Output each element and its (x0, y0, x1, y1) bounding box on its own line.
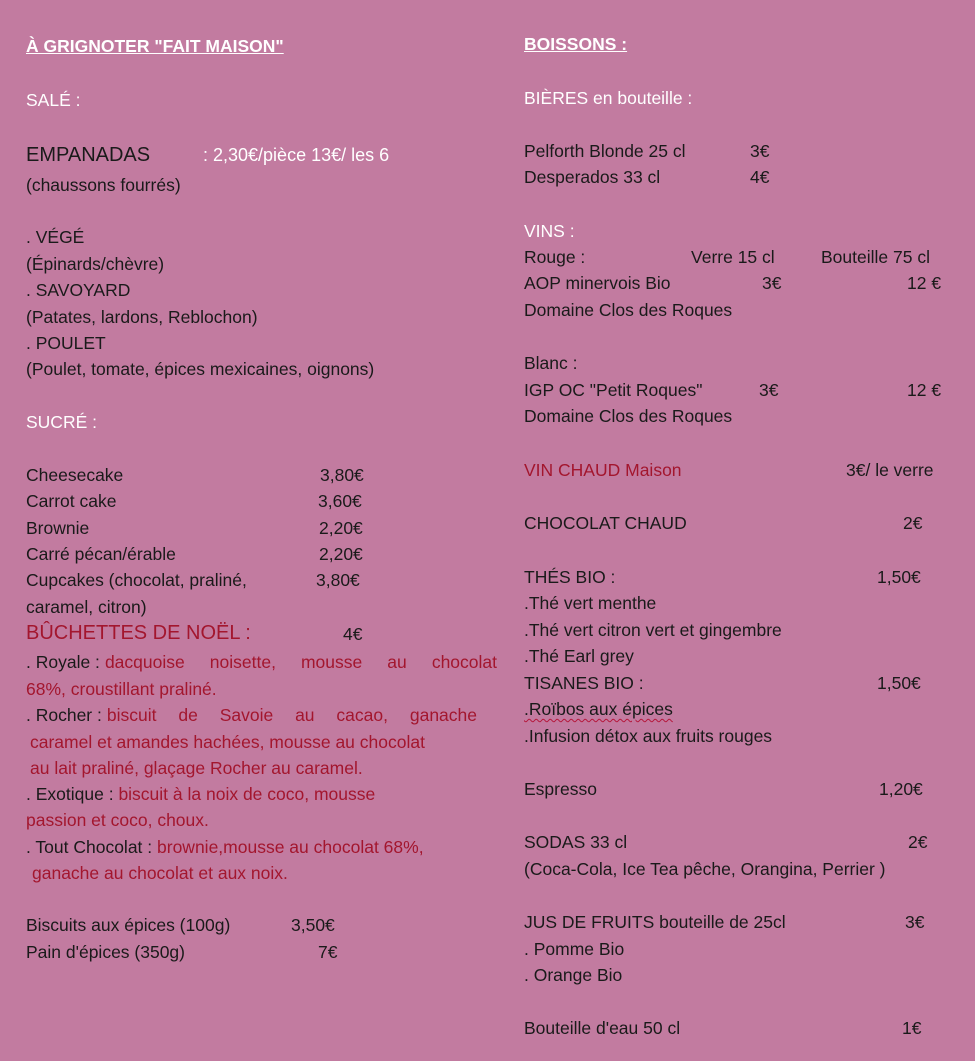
chocolat-chaud-name: CHOCOLAT CHAUD (524, 513, 687, 533)
rouge-verre-price: 3€ (762, 273, 782, 293)
tout-chocolat-name: . Tout Chocolat : (26, 837, 153, 857)
rocher-line1 (26, 704, 477, 726)
sodas-list: (Coca-Cola, Ice Tea pêche, Orangina, Perrier ) (524, 859, 886, 879)
tisane-item (524, 698, 673, 720)
espresso-name: Espresso (524, 779, 597, 799)
sucre-heading: SUCRÉ : (26, 412, 97, 432)
col-verre-header: Verre 15 cl (691, 247, 775, 267)
blanc-label: Blanc : (524, 353, 578, 373)
the-item: .Thé vert citron vert et gingembre (524, 620, 782, 640)
sweet-price: 2,20€ (319, 518, 363, 538)
chocolat-chaud-price: 2€ (903, 513, 923, 533)
biere-price: 4€ (750, 167, 770, 187)
jus-price: 3€ (905, 912, 925, 932)
empanadas-subtitle: (chaussons fourrés) (26, 175, 181, 195)
biere-name: Pelforth Blonde 25 cl (524, 141, 686, 161)
sweet-price: 2,20€ (319, 544, 363, 564)
blanc-domain: Domaine Clos des Roques (524, 406, 733, 426)
tout-chocolat-desc-l2: ganache au chocolat et aux noix. (32, 863, 288, 883)
tisane-item-text: .Roïbos aux épices (524, 699, 673, 719)
food-section-title: À GRIGNOTER "FAIT MAISON" (26, 36, 284, 56)
chocolat-line1 (26, 836, 424, 858)
sweet-price: 3,80€ (316, 570, 360, 590)
empanada-savoyard: . SAVOYARD (26, 280, 131, 300)
espresso-price: 1,20€ (879, 779, 923, 799)
extra-name: Pain d'épices (350g) (26, 942, 185, 962)
empanada-vege: . VÉGÉ (26, 227, 85, 247)
vin-chaud-price: 3€/ le verre (846, 460, 934, 480)
sodas-name: SODAS 33 cl (524, 832, 628, 852)
tout-chocolat-desc-l1: brownie,mousse au chocolat 68%, (157, 837, 424, 857)
royale-line1 (26, 651, 497, 673)
vin-chaud-name: VIN CHAUD Maison (524, 460, 682, 480)
sweet-name: Carrot cake (26, 491, 117, 511)
empanada-savoyard-desc: (Patates, lardons, Reblochon) (26, 307, 258, 327)
blanc-bouteille-price: 12 € (907, 380, 942, 400)
sweet-name: Cupcakes (chocolat, praliné, (26, 570, 247, 590)
tisanes-price: 1,50€ (877, 673, 921, 693)
biere-price: 3€ (750, 141, 770, 161)
blanc-verre-price: 3€ (759, 380, 779, 400)
biere-name: Desperados 33 cl (524, 167, 661, 187)
jus-item: . Pomme Bio (524, 939, 625, 959)
sodas-price: 2€ (908, 832, 928, 852)
jus-name: JUS DE FRUITS bouteille de 25cl (524, 912, 786, 932)
empanada-poulet-desc: (Poulet, tomate, épices mexicaines, oignons) (26, 359, 375, 379)
thes-name: THÉS BIO : (524, 567, 616, 587)
rocher-desc-l1: biscuit de Savoie au cacao, ganache (106, 705, 477, 725)
extra-price: 7€ (318, 942, 338, 962)
tisanes-name: TISANES BIO : (524, 673, 644, 693)
royale-name: . Royale : (26, 652, 100, 672)
rouge-bouteille-price: 12 € (907, 273, 942, 293)
the-item: .Thé vert menthe (524, 593, 657, 613)
exotique-line1 (26, 783, 375, 805)
royale-desc-l1: dacquoise noisette, mousse au chocolat (104, 652, 497, 672)
rouge-domain: Domaine Clos des Roques (524, 300, 733, 320)
rouge-name: AOP minervois Bio (524, 273, 671, 293)
cupcakes-line2: caramel, citron) (26, 597, 147, 617)
exotique-desc-l1: biscuit à la noix de coco, mousse (118, 784, 376, 804)
the-item: .Thé Earl grey (524, 646, 634, 666)
drinks-section-title: BOISSONS : (524, 34, 628, 54)
exotique-name: . Exotique : (26, 784, 114, 804)
empanada-vege-desc: (Épinards/chèvre) (26, 254, 165, 274)
jus-item: . Orange Bio (524, 965, 623, 985)
sweet-price: 3,60€ (318, 491, 362, 511)
col-bouteille-header: Bouteille 75 cl (821, 247, 930, 267)
buchettes-name: BÛCHETTES DE NOËL : (26, 622, 251, 644)
vins-heading: VINS : (524, 221, 575, 241)
sweet-price: 3,80€ (320, 465, 364, 485)
exotique-desc-l2: passion et coco, choux. (26, 810, 209, 830)
sweet-name: Carré pécan/érable (26, 544, 176, 564)
sweet-name: Cheesecake (26, 465, 124, 485)
extra-name: Biscuits aux épices (100g) (26, 915, 231, 935)
empanadas-price: : 2,30€/pièce 13€/ les 6 (203, 145, 390, 165)
sale-heading: SALÉ : (26, 90, 81, 110)
rouge-label: Rouge : (524, 247, 586, 267)
tisane-item: .Infusion détox aux fruits rouges (524, 726, 773, 746)
sweet-name: Brownie (26, 518, 90, 538)
bieres-heading: BIÈRES en bouteille : (524, 88, 693, 108)
rocher-desc-l2: caramel et amandes hachées, mousse au chocolat (30, 732, 425, 752)
buchettes-price: 4€ (343, 624, 363, 644)
rocher-name: . Rocher : (26, 705, 102, 725)
royale-desc (105, 651, 497, 673)
thes-price: 1,50€ (877, 567, 921, 587)
blanc-name: IGP OC "Petit Roques" (524, 380, 703, 400)
empanadas-name: EMPANADAS (26, 144, 151, 166)
eau-name: Bouteille d'eau 50 cl (524, 1018, 681, 1038)
rocher-desc-l3: au lait praliné, glaçage Rocher au caramel. (30, 758, 363, 778)
royale-desc-l2: 68%, croustillant praliné. (26, 679, 217, 699)
empanada-poulet: . POULET (26, 333, 106, 353)
eau-price: 1€ (902, 1018, 922, 1038)
extra-price: 3,50€ (291, 915, 335, 935)
